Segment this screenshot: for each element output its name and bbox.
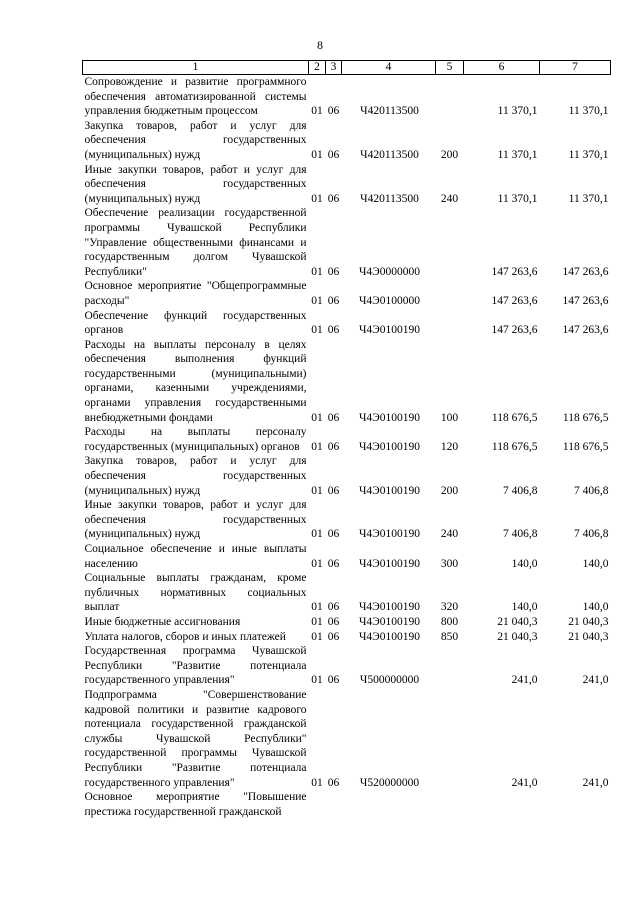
row-expense-type: 200 (440, 148, 459, 161)
table-row (83, 542, 611, 571)
header-col-3: 3 (326, 61, 342, 75)
row-section: 01 (311, 484, 323, 497)
row-target-article: Ч420113500 (360, 192, 419, 205)
table-row (83, 309, 611, 338)
row-section: 01 (311, 411, 323, 424)
row-sum-year-2: 118 676,5 (562, 440, 609, 453)
row-section: 01 (311, 615, 323, 628)
row-subsection: 06 (327, 615, 340, 628)
row-sum-year-1: 147 263,6 (491, 324, 538, 337)
row-subsection: 06 (327, 528, 340, 541)
row-sum-year-1: 11 370,1 (497, 192, 538, 205)
row-sum-year-1: 241,0 (511, 776, 538, 789)
row-name: Уплата налогов, сборов и иных платежей (84, 630, 286, 643)
row-subsection: 06 (327, 440, 340, 453)
row-section: 01 (311, 265, 323, 278)
row-subsection: 06 (327, 630, 340, 643)
row-subsection: 06 (327, 265, 340, 278)
row-sum-year-1: 21 040,3 (497, 615, 538, 628)
row-section: 01 (311, 630, 323, 643)
row-name: Иные закупки товаров, работ и услуг для обеспечения государственных (муниципальных) нужд (84, 499, 307, 541)
row-name: Иные бюджетные ассигнования (84, 615, 241, 628)
table-row (83, 615, 611, 630)
row-target-article: Ч520000000 (359, 776, 420, 789)
table-row (83, 206, 611, 279)
row-target-article: Ч4Э0100190 (358, 484, 421, 497)
row-target-article: Ч4Э0100190 (358, 601, 421, 614)
row-sum-year-2: 118 676,5 (562, 411, 609, 424)
table-row (83, 75, 611, 119)
row-sum-year-1: 241,0 (511, 674, 538, 687)
row-name: Закупка товаров, работ и услуг для обеспечения государственных (муниципальных) нужд (84, 455, 307, 497)
row-target-article: Ч4Э0100190 (358, 630, 421, 643)
row-subsection: 06 (327, 674, 340, 687)
row-subsection: 06 (327, 411, 340, 424)
row-sum-year-2: 147 263,6 (562, 265, 609, 278)
row-sum-year-1: 147 263,6 (491, 294, 538, 307)
row-section: 01 (311, 440, 323, 453)
row-expense-type: 240 (440, 192, 459, 205)
table-row (83, 338, 611, 426)
row-target-article: Ч500000000 (359, 674, 420, 687)
row-expense-type (436, 790, 464, 819)
row-subsection: 06 (327, 557, 340, 570)
table-header-row (83, 61, 611, 75)
header-col-6: 6 (464, 61, 540, 75)
row-sum-year-2: 21 040,3 (568, 615, 609, 628)
row-section: 01 (311, 294, 323, 307)
row-sum-year-2: 147 263,6 (562, 294, 609, 307)
table-row (83, 279, 611, 308)
row-expense-type (436, 279, 464, 308)
row-sum-year-2: 140,0 (582, 557, 609, 570)
table-row (83, 630, 611, 645)
row-name: Обеспечение функций государственных органов (84, 309, 307, 337)
row-sum-year-2: 11 370,1 (568, 105, 609, 118)
row-sum-year-2: 21 040,3 (568, 630, 609, 643)
row-expense-type (436, 688, 464, 790)
row-name: Основное мероприятие "Повышение престижа государственной гражданской (84, 791, 307, 818)
row-target-article: Ч4Э0100190 (358, 411, 421, 424)
row-expense-type (436, 309, 464, 338)
row-subsection: 06 (327, 105, 340, 118)
row-target-article: Ч420113500 (360, 105, 419, 118)
header-col-2: 2 (309, 61, 326, 75)
row-expense-type (436, 206, 464, 279)
row-expense-type: 300 (440, 557, 459, 570)
row-target-article: Ч4Э0100190 (358, 557, 421, 570)
row-sum-year-2 (540, 790, 611, 819)
row-subsection (326, 790, 342, 819)
row-subsection: 06 (327, 294, 340, 307)
row-name: Подпрограмма "Совершенствование кадровой политики и развитие кадрового потенциала государственной гражданской службы Чувашской Республики" государственной программы Чувашской Республики "Развитие потенциала государственного управления" (84, 688, 307, 789)
row-expense-type (436, 644, 464, 688)
table-row (83, 790, 611, 819)
table-row (83, 498, 611, 542)
page-number: 8 (317, 38, 323, 52)
row-name: Расходы на выплаты персоналу в целях обеспечения выполнения функций государственными (муниципальными) органами, казенными учреждениями, органами управления государственными внебюджетными фондами (84, 338, 307, 424)
row-section: 01 (311, 192, 323, 205)
row-name: Закупка товаров, работ и услуг для обеспечения государственных (муниципальных) нужд (84, 119, 307, 161)
table-row (83, 454, 611, 498)
table-row (83, 163, 611, 207)
row-target-article: Ч4Э0100190 (358, 528, 421, 541)
row-sum-year-2: 140,0 (582, 601, 609, 614)
row-name: Сопровождение и развитие программного обеспечения автоматизированной системы управления бюджетным процессом (84, 76, 307, 118)
row-section: 01 (311, 557, 323, 570)
row-sum-year-2: 11 370,1 (568, 192, 609, 205)
row-section (309, 790, 326, 819)
row-expense-type: 850 (440, 630, 459, 643)
row-expense-type: 100 (440, 411, 459, 424)
header-col-5: 5 (436, 61, 464, 75)
row-sum-year-2: 147 263,6 (562, 324, 609, 337)
row-target-article: Ч4Э0100000 (358, 294, 421, 307)
row-sum-year-2: 241,0 (582, 776, 609, 789)
row-sum-year-1: 118 676,5 (491, 440, 538, 453)
row-name: Обеспечение реализации государственной программы Чувашской Республики "Управление общественными финансами и государственным долгом Чувашской Республики" (84, 207, 307, 278)
row-subsection: 06 (327, 148, 340, 161)
row-name: Государственная программа Чувашской Республики "Развитие потенциала государственного управления" (84, 645, 307, 687)
row-section: 01 (311, 148, 323, 161)
row-subsection: 06 (327, 484, 340, 497)
row-name: Социальные выплаты гражданам, кроме публичных нормативных социальных выплат (84, 572, 307, 614)
header-col-4: 4 (342, 61, 436, 75)
row-subsection: 06 (327, 192, 340, 205)
row-name: Социальное обеспечение и иные выплаты населению (84, 543, 307, 570)
row-target-article: Ч420113500 (360, 148, 419, 161)
row-expense-type: 800 (440, 615, 459, 628)
row-subsection: 06 (327, 776, 340, 789)
row-expense-type: 200 (440, 484, 459, 497)
row-expense-type: 120 (440, 440, 459, 453)
table-row (83, 425, 611, 454)
row-sum-year-1: 147 263,6 (491, 265, 538, 278)
budget-table (82, 60, 611, 819)
table-row (83, 571, 611, 615)
row-sum-year-2: 11 370,1 (568, 148, 609, 161)
row-name: Расходы на выплаты персоналу государственных (муниципальных) органов (84, 426, 307, 453)
row-sum-year-1: 11 370,1 (497, 148, 538, 161)
row-sum-year-2: 7 406,8 (574, 528, 609, 541)
row-sum-year-2: 241,0 (582, 674, 609, 687)
row-subsection: 06 (327, 324, 340, 337)
row-subsection: 06 (327, 601, 340, 614)
row-expense-type: 240 (440, 528, 459, 541)
row-target-article (342, 790, 436, 819)
row-name: Основное мероприятие "Общепрограммные расходы" (84, 280, 307, 307)
row-name: Иные закупки товаров, работ и услуг для обеспечения государственных (муниципальных) нужд (84, 163, 307, 205)
row-section: 01 (311, 776, 323, 789)
row-sum-year-1: 7 406,8 (503, 528, 538, 541)
header-col-1: 1 (83, 61, 309, 75)
table-row (83, 644, 611, 688)
row-target-article: Ч4Э0100190 (358, 440, 421, 453)
row-sum-year-2: 7 406,8 (574, 484, 609, 497)
row-target-article: Ч4Э0100190 (358, 615, 421, 628)
row-expense-type: 320 (440, 601, 459, 614)
row-sum-year-1: 21 040,3 (497, 630, 538, 643)
row-section: 01 (311, 105, 323, 118)
row-section: 01 (311, 601, 323, 614)
row-sum-year-1: 118 676,5 (491, 411, 538, 424)
row-target-article: Ч4Э0000000 (358, 265, 421, 278)
row-sum-year-1: 140,0 (511, 557, 538, 570)
row-sum-year-1: 7 406,8 (503, 484, 538, 497)
header-col-7: 7 (540, 61, 611, 75)
row-sum-year-1: 11 370,1 (497, 105, 538, 118)
row-section: 01 (311, 324, 323, 337)
row-section: 01 (311, 528, 323, 541)
row-sum-year-1: 140,0 (511, 601, 538, 614)
row-sum-year-1 (464, 790, 540, 819)
row-target-article: Ч4Э0100190 (358, 324, 421, 337)
table-row (83, 119, 611, 163)
row-section: 01 (311, 674, 323, 687)
row-expense-type (436, 75, 464, 119)
table-row (83, 688, 611, 790)
